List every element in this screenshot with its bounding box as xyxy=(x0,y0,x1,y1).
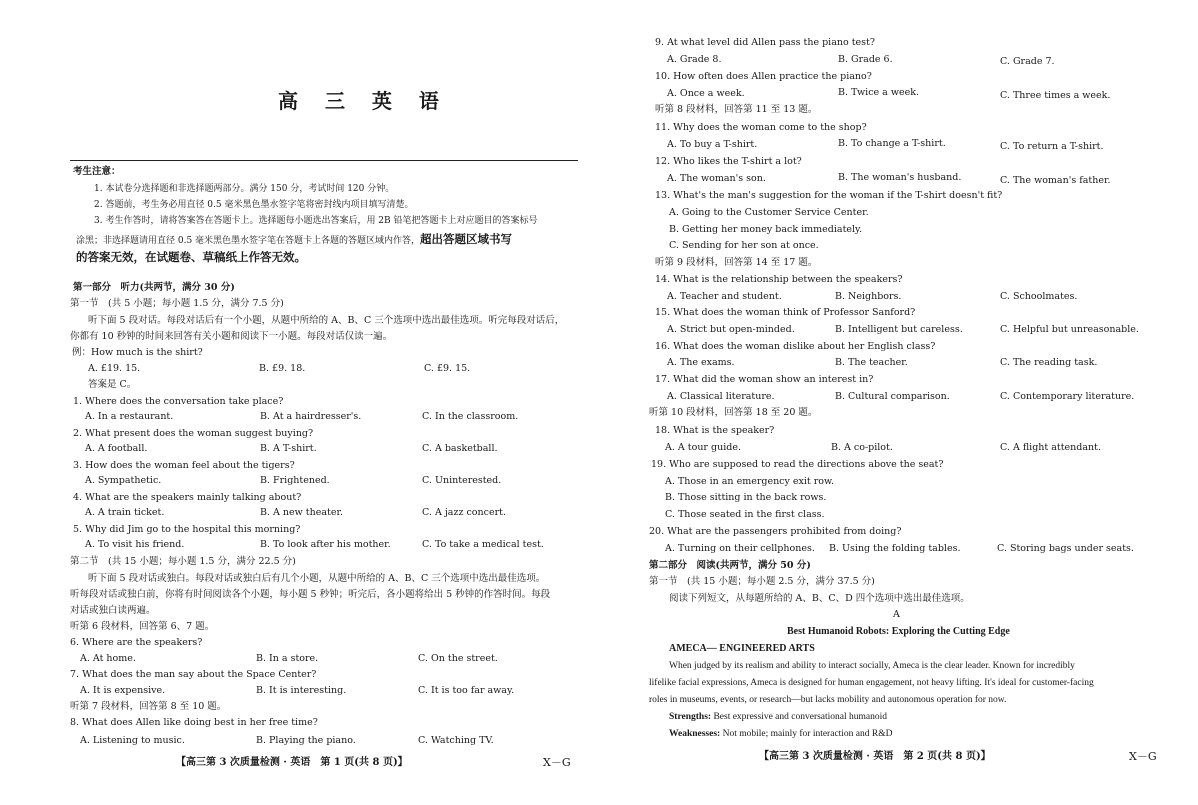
strengths-text: Best expressive and conversational humanoid xyxy=(711,712,888,722)
passage-title: Best Humanoid Robots: Exploring the Cutting Edge xyxy=(787,626,1010,637)
q13-option-a: A. Going to the Customer Service Center. xyxy=(669,207,869,218)
q19-option-a: A. Those in an emergency exit row. xyxy=(665,476,835,487)
q3-option-a: A. Sympathetic. xyxy=(85,475,162,486)
q8-option-c: C. Watching TV. xyxy=(418,735,494,746)
q4-option-a: A. A train ticket. xyxy=(85,507,165,518)
question-1: 1. Where does the conversation take place? xyxy=(73,396,284,407)
q9-option-a: A. Grade 8. xyxy=(667,54,722,65)
q1-option-a: A. In a restaurant. xyxy=(85,411,174,422)
material-9-note: 听第 9 段材料，回答第 14 至 17 题。 xyxy=(655,257,818,268)
question-8: 8. What does Allen like doing best in her free time? xyxy=(70,717,318,728)
q19-option-b: B. Those sitting in the back rows. xyxy=(665,492,827,503)
q9-option-b: B. Grade 6. xyxy=(838,54,893,65)
example-answer: 答案是 C。 xyxy=(88,379,137,390)
question-2: 2. What present does the woman suggest buying? xyxy=(73,428,314,439)
question-13: 13. What's the man's suggestion for the woman if the T-shirt doesn't fit? xyxy=(655,190,1003,201)
page-footer: 【高三第 3 次质量检测 · 英语 第 1 页(共 8 页)】 xyxy=(176,757,408,768)
question-15: 15. What does the woman think of Professor Sanford? xyxy=(655,307,916,318)
question-18: 18. What is the speaker? xyxy=(655,425,775,436)
q20-option-a: A. Turning on their cellphones. xyxy=(665,543,815,554)
page-footer: 【高三第 3 次质量检测 · 英语 第 2 页(共 8 页)】 xyxy=(759,751,991,762)
question-12: 12. Who likes the T-shirt a lot? xyxy=(655,156,802,167)
q6-option-c: C. On the street. xyxy=(418,653,498,664)
sec2-intro-1: 听下面 5 段对话或独白。每段对话或独白后有几个小题，从题中所给的 A、B、C 三个选项中选出最佳选项。 xyxy=(88,573,546,584)
question-11: 11. Why does the woman come to the shop? xyxy=(655,122,867,133)
notice-line-5: 的答案无效，在试题卷、草稿纸上作答无效。 xyxy=(76,250,306,264)
q7-option-b: B. It is interesting. xyxy=(256,685,347,696)
notice-line-2: 2. 答题前，考生务必用直径 0.5 毫米黑色墨水签字笔将密封线内项目填写清楚。 xyxy=(94,200,414,210)
material-10-note: 听第 10 段材料，回答第 18 至 20 题。 xyxy=(649,407,818,418)
q12-option-a: A. The woman's son. xyxy=(667,173,766,184)
q10-option-b: B. Twice a week. xyxy=(838,87,919,98)
sec2-intro-3: 对话或独白读两遍。 xyxy=(70,605,156,616)
weaknesses-line xyxy=(669,728,893,740)
material-8-note: 听第 8 段材料，回答第 11 至 13 题。 xyxy=(655,104,818,115)
right-page xyxy=(599,0,1198,805)
passage-line-3: roles in museums, events, or research—but lacks mobility and autonomous operation for now. xyxy=(649,695,1007,705)
q7-option-a: A. It is expensive. xyxy=(80,685,166,696)
q6-option-b: B. In a store. xyxy=(256,653,319,664)
passage-line-1: When judged by its realism and ability to interact socially, Ameca is the clear leader. Known for incredibly xyxy=(669,661,1075,671)
q3-option-c: C. Uninterested. xyxy=(422,475,502,486)
q11-option-b: B. To change a T-shirt. xyxy=(838,138,946,149)
sec1-intro-1: 听下面 5 段对话。每段对话后有一个小题，从题中所给的 A、B、C 三个选项中选出最佳选项。听完每段对话后， xyxy=(88,315,565,326)
reading-sec1-heading: 第一节 (共 15 小题；每小题 2.5 分，满分 37.5 分) xyxy=(649,576,875,587)
q1-option-c: C. In the classroom. xyxy=(422,411,519,422)
notice-line-4-text: 涂黑；非选择题请用直径 0.5 毫米黑色墨水签字笔在答题卡上各题的答题区域内作答， xyxy=(76,236,421,246)
q14-option-c: C. Schoolmates. xyxy=(1000,291,1078,302)
paper-code: X－G xyxy=(1129,750,1157,763)
q1-option-b: B. At a hairdresser's. xyxy=(260,411,362,422)
q12-option-b: B. The woman's husband. xyxy=(838,172,962,183)
q19-option-c: C. Those seated in the first class. xyxy=(665,509,825,520)
question-7: 7. What does the man say about the Space Center? xyxy=(70,669,317,680)
question-17: 17. What did the woman show an interest in? xyxy=(655,374,874,385)
q16-option-c: C. The reading task. xyxy=(1000,357,1098,368)
question-19: 19. Who are supposed to read the directions above the seat? xyxy=(651,459,944,470)
q16-option-a: A. The exams. xyxy=(667,357,735,368)
q17-option-a: A. Classical literature. xyxy=(667,391,775,402)
q20-option-c: C. Storing bags under seats. xyxy=(997,543,1134,554)
q11-option-c: C. To return a T-shirt. xyxy=(1000,141,1104,152)
q6-option-a: A. At home. xyxy=(80,653,136,664)
question-14: 14. What is the relationship between the speakers? xyxy=(655,274,903,285)
q5-option-b: B. To look after his mother. xyxy=(260,539,391,550)
q4-option-c: C. A jazz concert. xyxy=(422,507,506,518)
reading-instructions: 阅读下列短文，从每题所给的 A、B、C、D 四个选项中选出最佳选项。 xyxy=(669,593,970,604)
q8-option-b: B. Playing the piano. xyxy=(256,735,356,746)
sec2-heading: 第二节 (共 15 小题；每小题 1.5 分，满分 22.5 分) xyxy=(70,556,296,567)
q5-option-a: A. To visit his friend. xyxy=(85,539,185,550)
question-6: 6. Where are the speakers? xyxy=(70,637,203,648)
notice-title: 考生注意： xyxy=(73,166,121,177)
question-5: 5. Why did Jim go to the hospital this morning? xyxy=(73,524,301,535)
paper-code: X－G xyxy=(543,756,571,769)
q3-option-b: B. Frightened. xyxy=(260,475,330,486)
example-option-b: B. £9. 18. xyxy=(259,363,306,374)
weaknesses-label: Weaknesses: xyxy=(669,729,721,739)
q17-option-c: C. Contemporary literature. xyxy=(1000,391,1135,402)
q20-option-b: B. Using the folding tables. xyxy=(829,543,961,554)
q18-option-c: C. A flight attendant. xyxy=(1000,442,1102,453)
passage-heading: AMECA— ENGINEERED ARTS xyxy=(669,643,815,654)
q17-option-b: B. Cultural comparison. xyxy=(835,391,950,402)
q4-option-b: B. A new theater. xyxy=(260,507,343,518)
q5-option-c: C. To take a medical test. xyxy=(422,539,544,550)
part1-heading: 第一部分 听力(共两节，满分 30 分) xyxy=(73,282,235,293)
passage-letter: A xyxy=(893,609,900,620)
example-question: 例：How much is the shirt? xyxy=(72,347,203,358)
q2-option-b: B. A T-shirt. xyxy=(260,443,317,454)
q15-option-b: B. Intelligent but careless. xyxy=(835,324,963,335)
question-10: 10. How often does Allen practice the piano? xyxy=(655,71,872,82)
q2-option-c: C. A basketball. xyxy=(422,443,498,454)
question-4: 4. What are the speakers mainly talking about? xyxy=(73,492,302,503)
q18-option-b: B. A co-pilot. xyxy=(831,442,893,453)
part2-heading: 第二部分 阅读(共两节，满分 50 分) xyxy=(649,560,811,571)
q9-option-c: C. Grade 7. xyxy=(1000,56,1055,67)
sec1-intro-2: 你都有 10 秒钟的时间来回答有关小题和阅读下一小题。每段对话仅读一遍。 xyxy=(70,331,393,342)
q13-option-b: B. Getting her money back immediately. xyxy=(669,224,863,235)
strengths-label: Strengths: xyxy=(669,712,712,722)
q15-option-a: A. Strict but open-minded. xyxy=(667,324,795,335)
question-9: 9. At what level did Allen pass the piano test? xyxy=(655,37,875,48)
q10-option-c: C. Three times a week. xyxy=(1000,90,1111,101)
sec2-intro-2: 听每段对话或独白前，你将有时间阅读各个小题，每小题 5 秒钟；听完后，各小题将给出 5 秒钟的作答时间。每段 xyxy=(70,589,551,600)
example-option-c: C. £9. 15. xyxy=(424,363,471,374)
q10-option-a: A. Once a week. xyxy=(667,88,745,99)
q12-option-c: C. The woman's father. xyxy=(1000,175,1111,186)
q2-option-a: A. A football. xyxy=(85,443,148,454)
material-6-note: 听第 6 段材料，回答第 6、7 题。 xyxy=(70,621,215,632)
q14-option-b: B. Neighbors. xyxy=(835,291,902,302)
passage-line-2: lifelike facial expressions, Ameca is designed for human engagement, not heavy lifting. It's ideal for customer-facing xyxy=(649,678,1094,688)
title-divider xyxy=(70,160,578,161)
notice-line-1: 1. 本试卷分选择题和非选择题两部分。满分 150 分，考试时间 120 分钟。 xyxy=(94,184,395,194)
q14-option-a: A. Teacher and student. xyxy=(667,291,782,302)
notice-line-3: 3. 考生作答时，请将答案答在答题卡上。选择题每小题选出答案后，用 2B 铅笔把答题卡上对应题目的答案标号 xyxy=(94,216,538,226)
page-title: 高 三 英 语 xyxy=(278,89,449,113)
notice-emphasis: 超出答题区域书写 xyxy=(420,232,513,246)
q11-option-a: A. To buy a T-shirt. xyxy=(667,139,758,150)
q16-option-b: B. The teacher. xyxy=(835,357,908,368)
material-7-note: 听第 7 段材料，回答第 8 至 10 题。 xyxy=(70,701,227,712)
q18-option-a: A. A tour guide. xyxy=(665,442,741,453)
weaknesses-text: Not mobile; mainly for interaction and R&D xyxy=(720,729,893,739)
q13-option-c: C. Sending for her son at once. xyxy=(669,240,819,251)
question-20: 20. What are the passengers prohibited from doing? xyxy=(649,526,902,537)
example-option-a: A. £19. 15. xyxy=(88,363,141,374)
notice-line-4 xyxy=(76,233,512,247)
q7-option-c: C. It is too far away. xyxy=(418,685,515,696)
strengths-line xyxy=(669,711,887,723)
q8-option-a: A. Listening to music. xyxy=(80,735,185,746)
sec1-heading: 第一节 (共 5 小题；每小题 1.5 分，满分 7.5 分) xyxy=(70,298,284,309)
q15-option-c: C. Helpful but unreasonable. xyxy=(1000,324,1139,335)
question-16: 16. What does the woman dislike about her English class? xyxy=(655,341,936,352)
question-3: 3. How does the woman feel about the tigers? xyxy=(73,460,295,471)
